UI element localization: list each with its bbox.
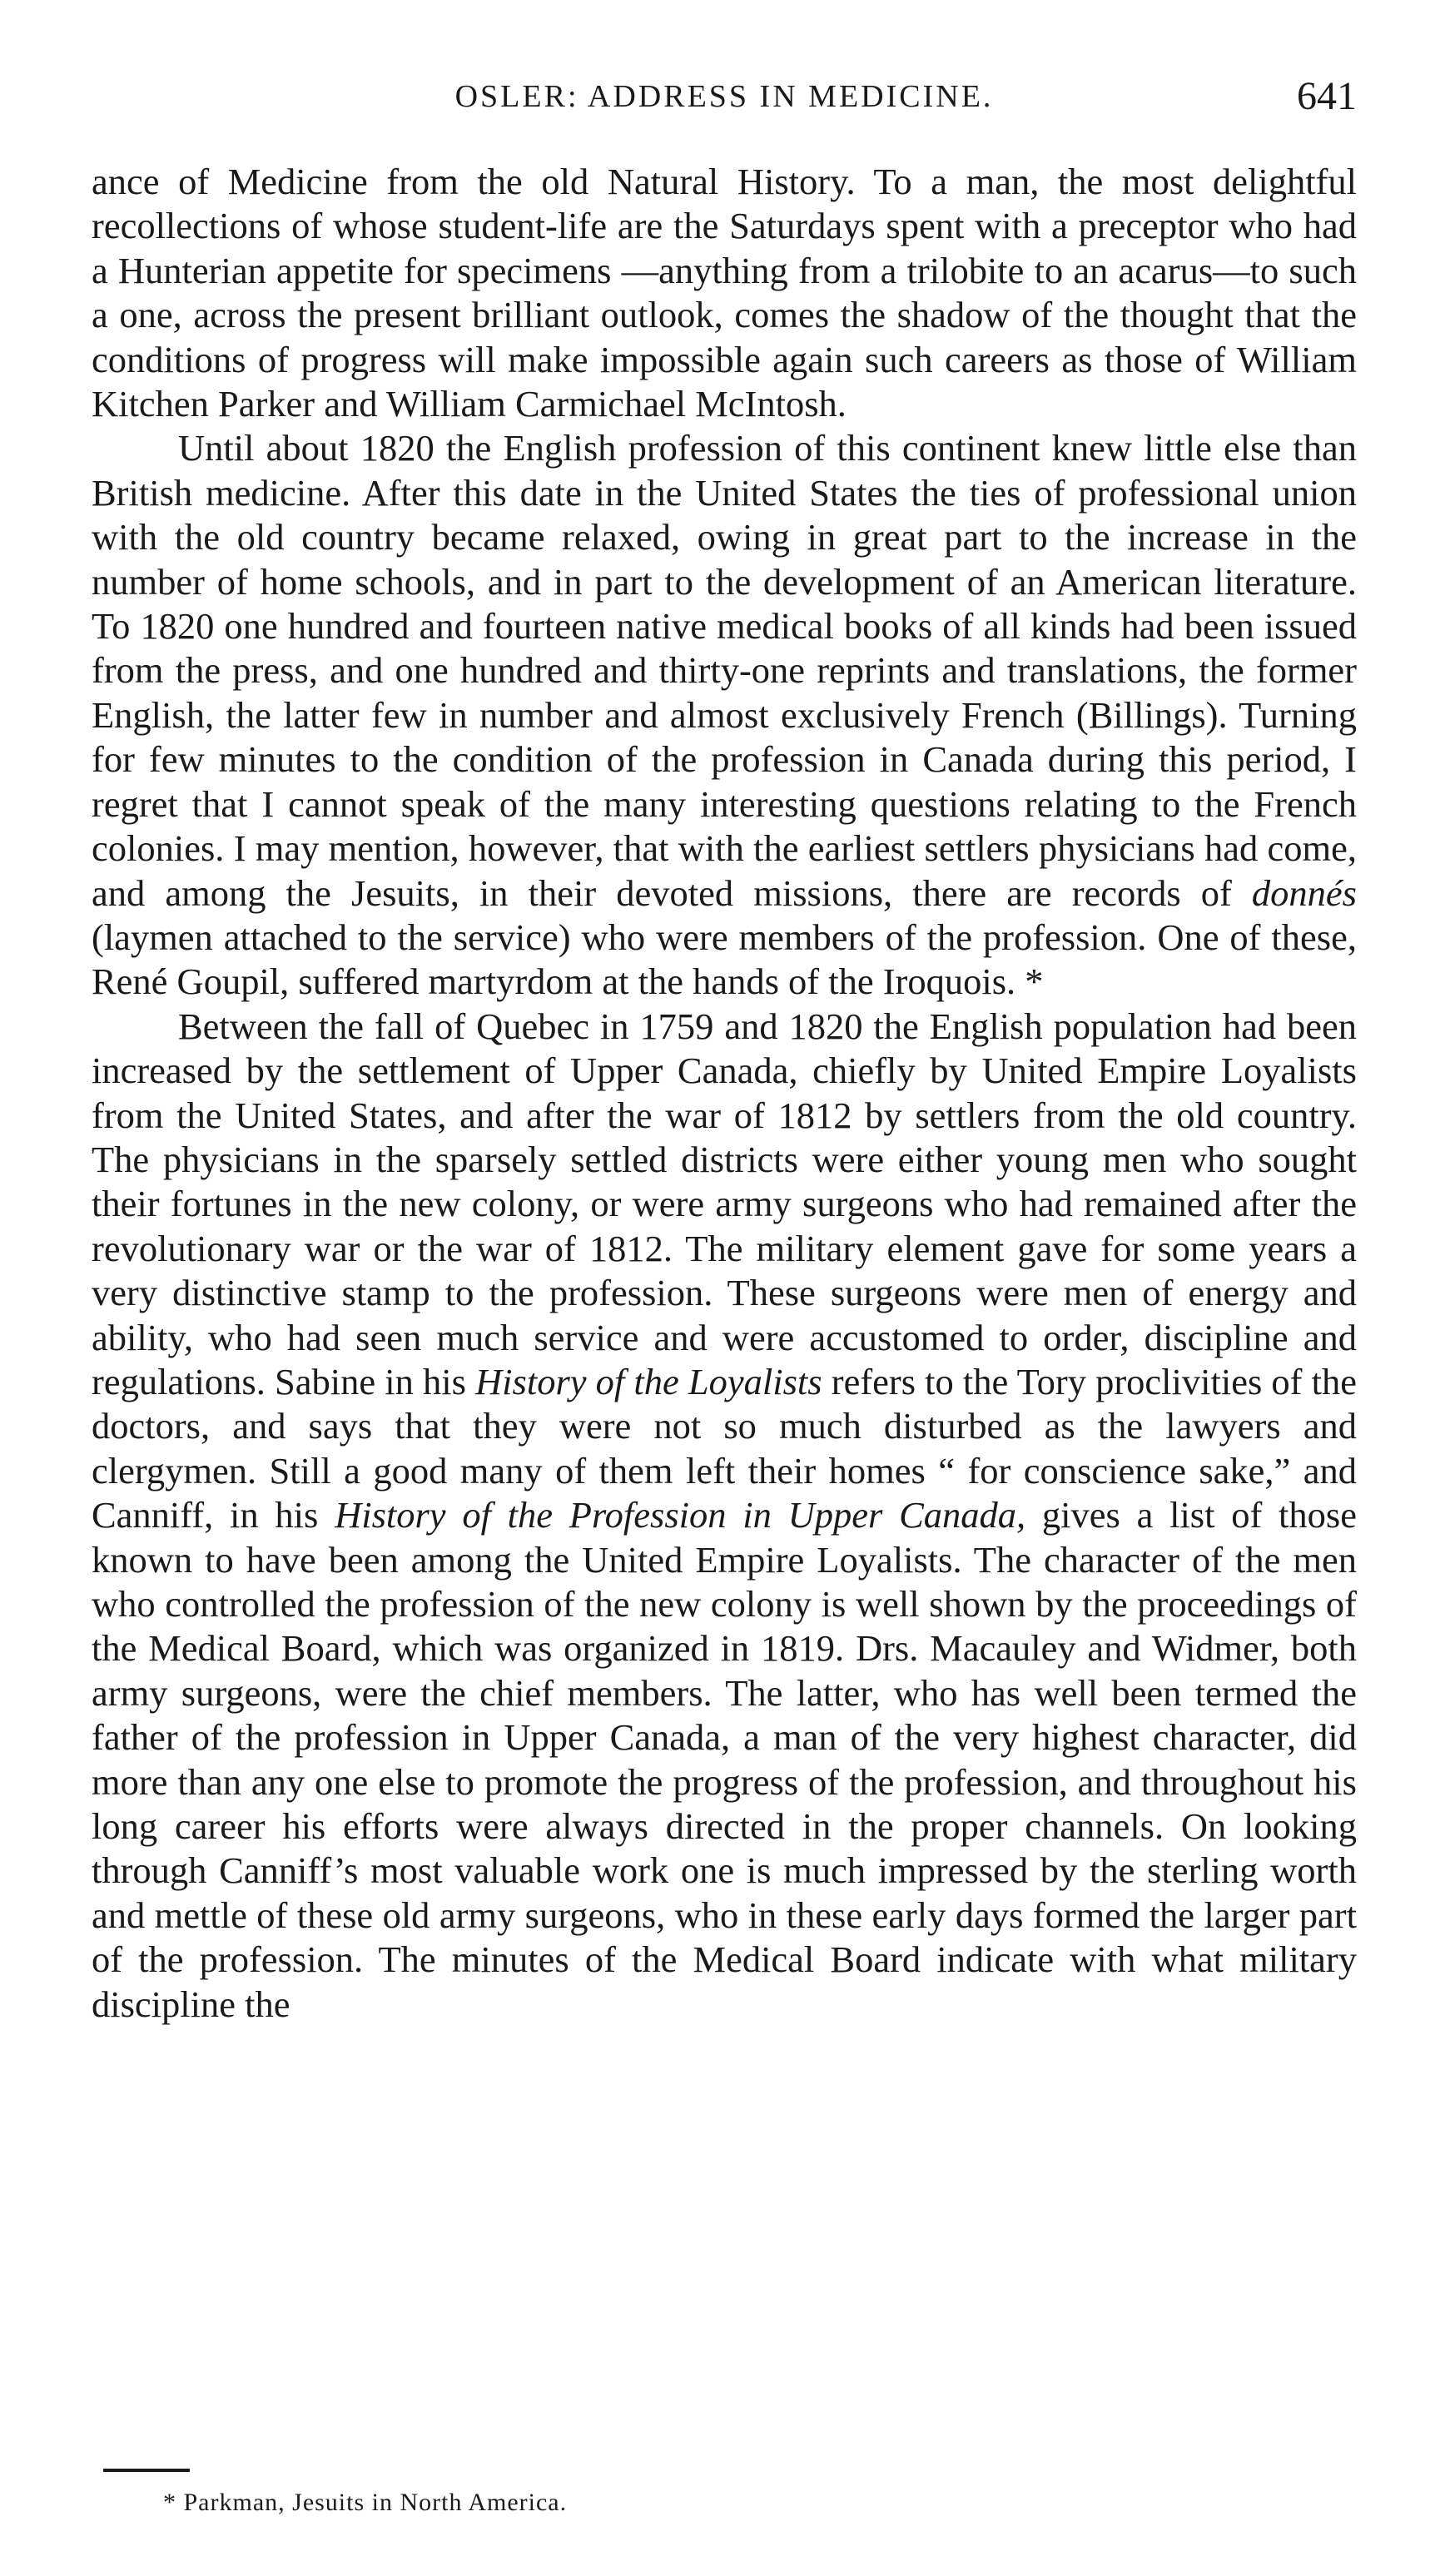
italic-title-profession: History of the Profession in Upper Canada,: [335, 1494, 1026, 1536]
paragraph-3: [92, 1005, 1357, 2027]
paragraph-3-text-a: Between the fall of Quebec in 1759 and 1820 the English population had been increased by the settlement of Upper Canada, chiefly by United Empire Loyalists from the United States, and after the war of 1812 by settlers from the old country. The physicians in the sparsely settled districts were either young men who sought their fortunes in the new colony, or were army surgeons who had remained after the revolutionary war or the war of 1812. The military element gave for some years a very distinctive stamp to the profession. These surgeons were men of energy and ability, who had seen much service and were accustomed to order, discipline and regulations. Sabine in his: [92, 1005, 1357, 1402]
italic-term-donnes: donnés: [1251, 871, 1357, 914]
footnote-rule: [103, 2469, 190, 2472]
paragraph-1: [92, 160, 1357, 426]
paragraph-1-text: ance of Medicine from the old Natural History. To a man, the most delightful recollections of whose student-life are the Saturdays spent with a preceptor who had a Hunterian appetite for specimens —anything from a trilobite to an acarus—to such a one, across the present brilliant outlook, comes the shadow of the thought that the conditions of progress will make impossible again such careers as those of William Kitchen Parker and William Carmichael McIntosh.: [92, 161, 1357, 425]
running-title: OSLER: ADDRESS IN MEDICINE.: [454, 79, 994, 114]
footnote: * Parkman, Jesuits in North America.: [163, 2489, 568, 2516]
paragraph-2-text-b: (laymen attached to the service) who were members of the profession. One of these, René Goupil, suffered martyrdom at the hands of the Iroquois. *: [92, 916, 1357, 1003]
paragraph-3-text-c: gives a list of those known to have been among the United Empire Loyalists. The character of the men who controlled the profession of the new colony is well shown by the proceedings of the Medical Board, which was organized in 1819. Drs. Macauley and Widmer, both army surgeons, were the chief members. The latter, who has well been termed the father of the profession in Upper Canada, a man of the very highest character, did more than any one else to promote the progress of the profession, and throughout his long career his efforts were always directed in the proper channels. On looking through Canniff’s most valuable work one is much impressed by the sterling worth and mettle of these old army surgeons, who in these early days formed the larger part of the profession. The minutes of the Medical Board indicate with what military discipline the: [92, 1494, 1357, 2025]
running-header: [92, 73, 1357, 123]
page-number: 641: [1297, 74, 1357, 118]
italic-title-loyalists: History of the Loyalists: [475, 1360, 822, 1402]
paragraph-2: [92, 426, 1357, 1004]
paragraph-3-text-b: refers to the Tory proclivities of the doctors, and says that they were not so much disturbed as the lawyers and clergymen. Still a good many of them left their homes “ for conscience sake,” and Canniff, in his: [92, 1360, 1357, 1536]
body-text: [92, 160, 1357, 2027]
paragraph-2-text-a: Until about 1820 the English profession of this continent knew little else than British medicine. After this date in the United States the ties of professional union with the old country became relaxed, owing in great part to the increase in the number of home schools, and in part to the development of an American literature. To 1820 one hundred and fourteen native medical books of all kinds had been issued from the press, and one hundred and thirty-one reprints and translations, the former English, the latter few in number and almost exclusively French (Billings). Turning for few minutes to the condition of the profession in Canada during this period, I regret that I cannot speak of the many interesting questions relating to the French colonies. I may mention, however, that with the earliest settlers physicians had come, and among the Jesuits, in their devoted missions, there are records of: [92, 427, 1357, 914]
